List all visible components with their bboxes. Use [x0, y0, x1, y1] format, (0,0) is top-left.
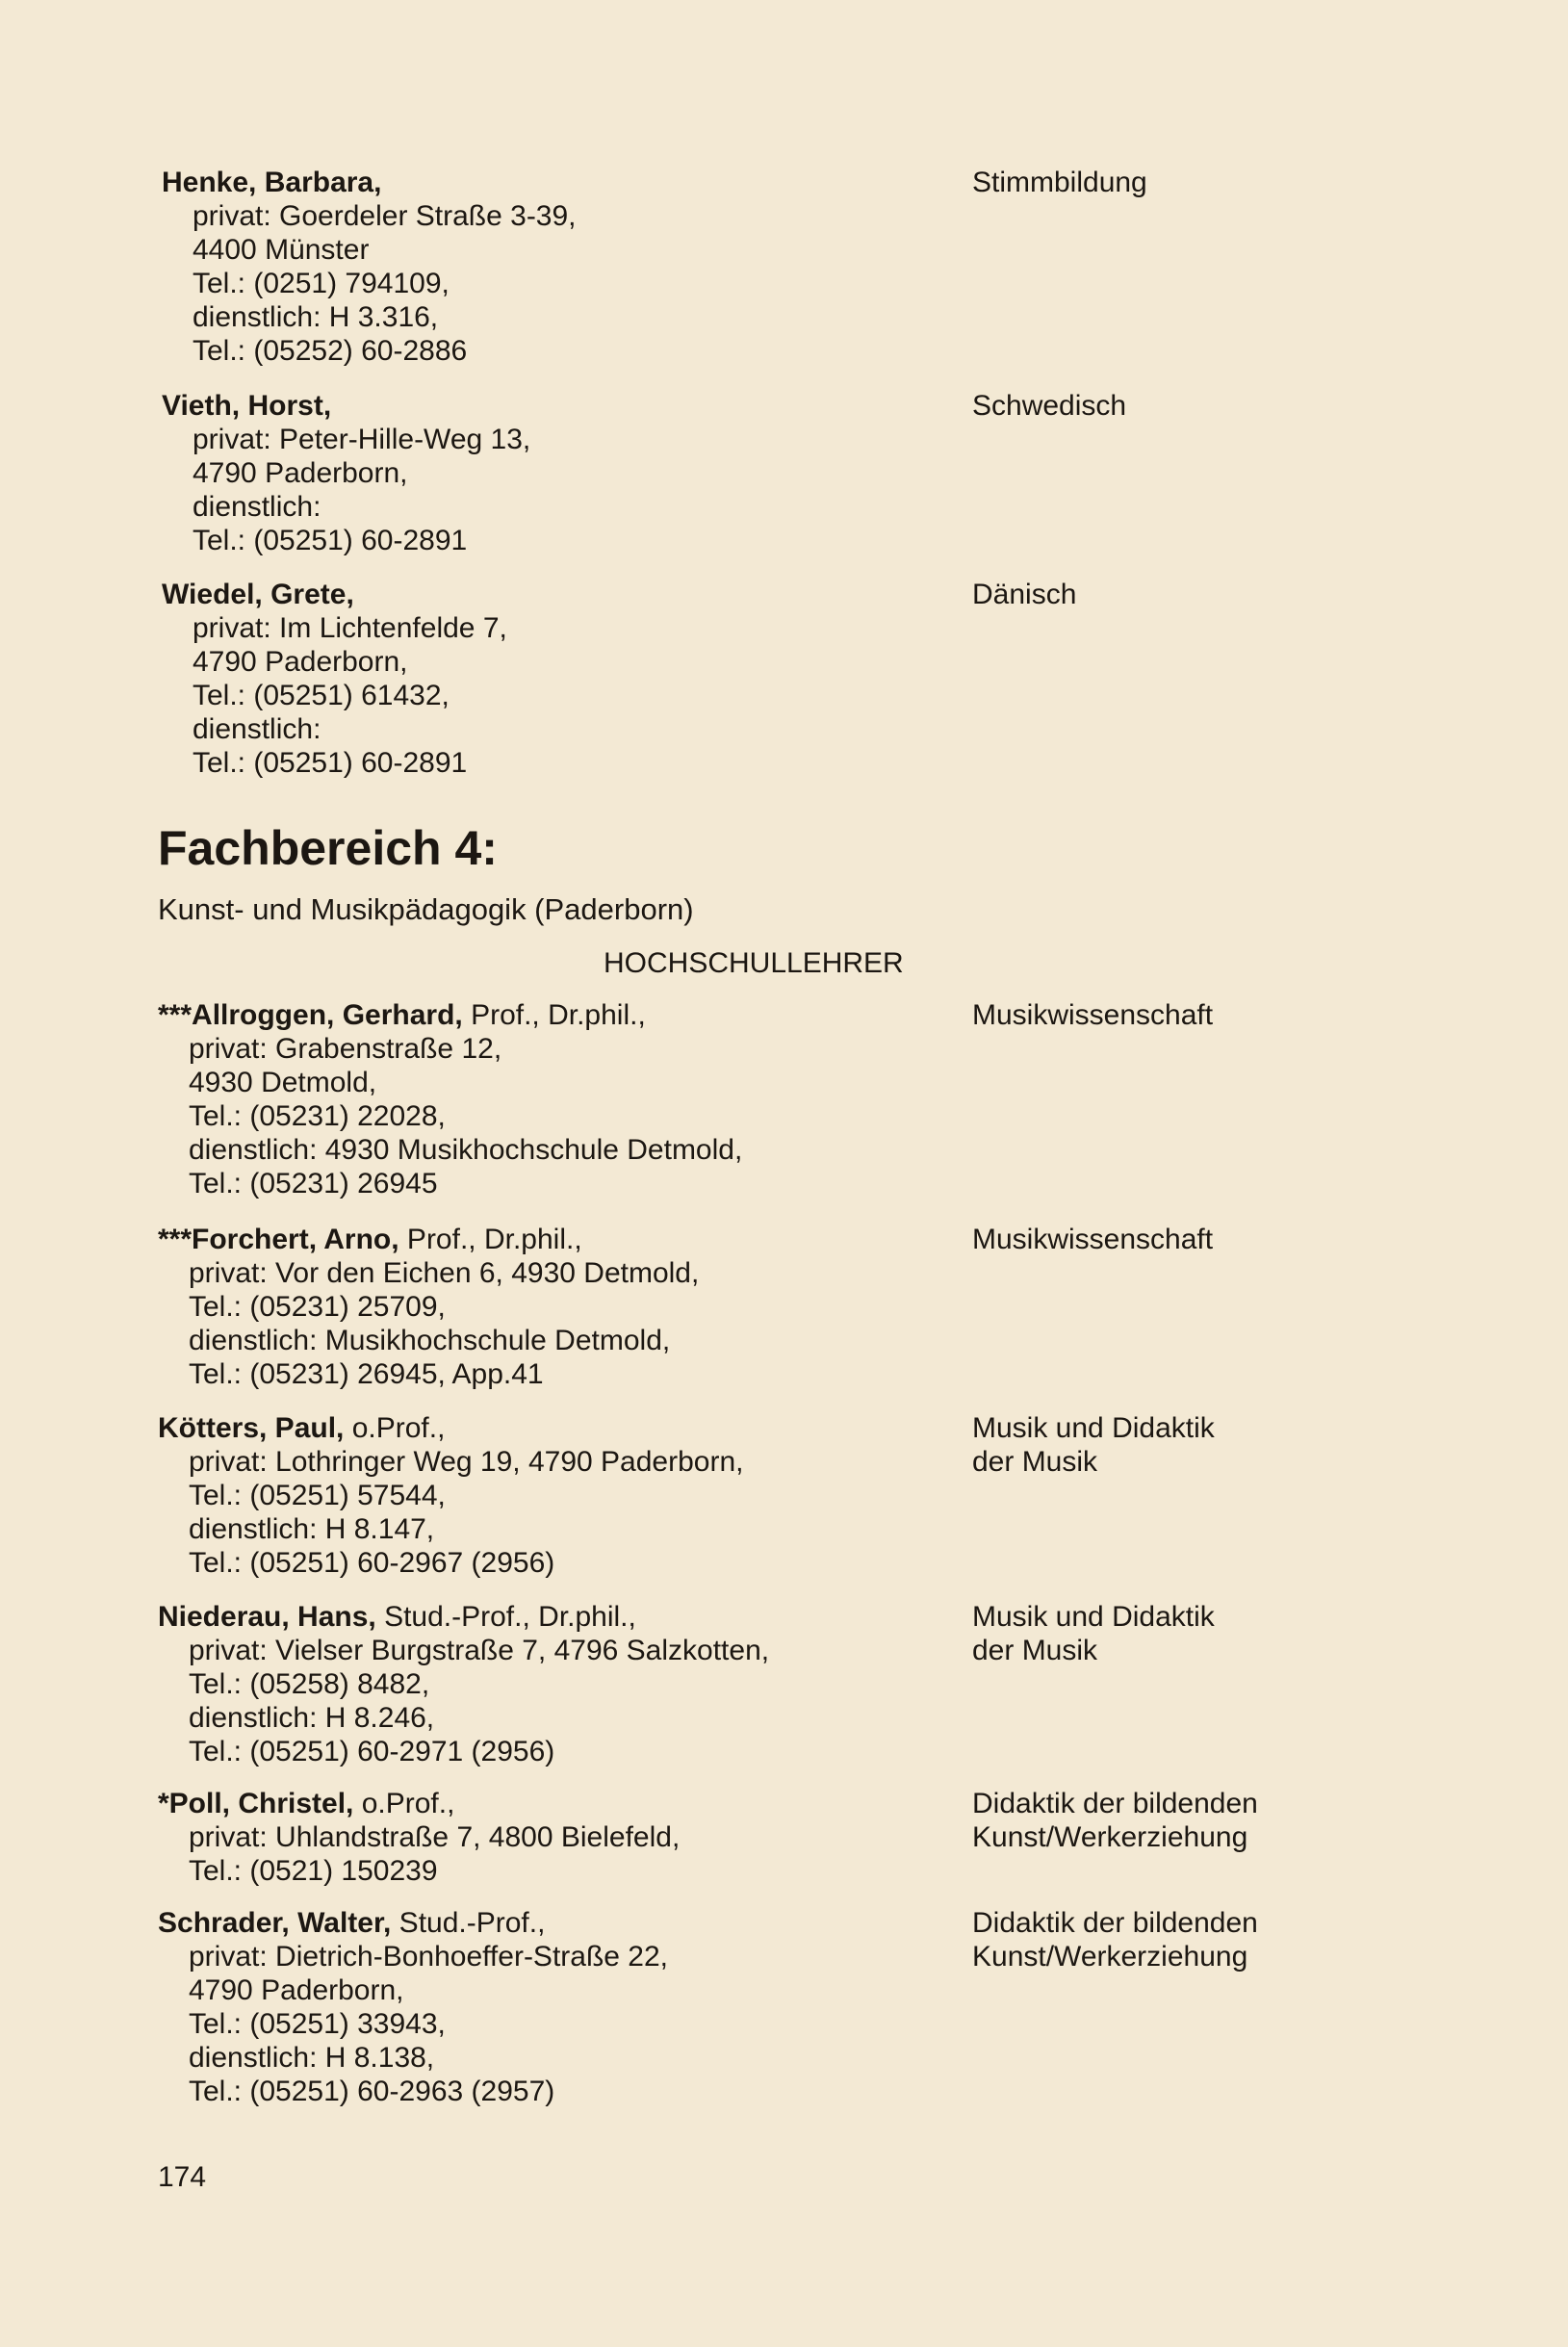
entry-address	[162, 389, 531, 557]
subject-line: Didaktik der bildenden	[972, 1788, 1258, 1819]
entry-name: Henke, Barbara,	[162, 167, 382, 198]
entry-subject	[972, 1906, 1258, 1973]
address-line: dienstlich: H 8.147,	[189, 1513, 435, 1545]
address-line: Tel.: (05252) 60-2886	[193, 335, 468, 367]
entry-subject	[972, 1787, 1258, 1854]
address-line: Tel.: (05251) 60-2967 (2956)	[189, 1547, 555, 1579]
entry-name: ***Forchert, Arno, Prof., Dr.phil.,	[158, 1224, 582, 1255]
entry-subject	[972, 998, 1213, 1032]
entry-name: Niederau, Hans, Stud.-Prof., Dr.phil.,	[158, 1601, 636, 1633]
address-line: Tel.: (05231) 26945, App.41	[189, 1358, 544, 1390]
subject-line: Musik und Didaktik	[972, 1601, 1215, 1633]
subject-line: der Musik	[972, 1446, 1098, 1478]
entry-address	[158, 1906, 669, 2108]
subject-line: Kunst/Werkerziehung	[972, 1941, 1248, 1973]
subject-line: Dänisch	[972, 579, 1077, 610]
address-line: 4790 Paderborn,	[193, 457, 408, 489]
section-subheading: Kunst- und Musikpädagogik (Paderborn)	[158, 892, 694, 926]
entry-subject	[972, 1600, 1215, 1667]
subject-line: Schwedisch	[972, 390, 1127, 422]
address-line: Tel.: (0521) 150239	[189, 1855, 438, 1887]
entry-address	[158, 1223, 700, 1391]
address-line: 4790 Paderborn,	[193, 646, 408, 678]
address-line: privat: Vor den Eichen 6, 4930 Detmold,	[189, 1257, 700, 1289]
entry-name: Vieth, Horst,	[162, 390, 332, 422]
address-line: dienstlich: H 3.316,	[193, 301, 439, 333]
subject-line: Musikwissenschaft	[972, 1224, 1214, 1255]
address-line: Tel.: (05231) 22028,	[189, 1100, 446, 1132]
address-line: privat: Lothringer Weg 19, 4790 Paderborn,	[189, 1446, 744, 1478]
subject-line: Musik und Didaktik	[972, 1412, 1215, 1444]
subject-line: Didaktik der bildenden	[972, 1907, 1258, 1939]
address-line: 4790 Paderborn,	[189, 1974, 404, 2006]
subject-line: Musikwissenschaft	[972, 999, 1214, 1031]
address-line: Tel.: (05251) 60-2891	[193, 747, 468, 779]
entry-name: Kötters, Paul, o.Prof.,	[158, 1412, 446, 1444]
address-line: dienstlich: H 8.246,	[189, 1702, 435, 1734]
address-line: Tel.: (05251) 33943,	[189, 2008, 446, 2040]
entry-address	[162, 166, 577, 368]
entry-subject	[972, 1223, 1213, 1256]
page-number: 174	[158, 2161, 207, 2193]
address-line: Tel.: (05231) 26945	[189, 1168, 438, 1199]
section-label: HOCHSCHULLEHRER	[604, 947, 904, 979]
address-line: Tel.: (05251) 60-2963 (2957)	[189, 2076, 555, 2107]
address-line: Tel.: (05251) 60-2891	[193, 525, 468, 556]
address-line: Tel.: (0251) 794109,	[193, 268, 450, 299]
address-line: privat: Peter-Hille-Weg 13,	[193, 424, 531, 455]
address-line: Tel.: (05258) 8482,	[189, 1668, 430, 1700]
entry-address	[158, 1600, 770, 1768]
address-line: privat: Uhlandstraße 7, 4800 Bielefeld,	[189, 1821, 681, 1853]
entry-address	[162, 578, 507, 780]
entry-name: Schrader, Walter, Stud.-Prof.,	[158, 1907, 546, 1939]
address-line: dienstlich:	[193, 713, 321, 745]
address-line: dienstlich: H 8.138,	[189, 2042, 435, 2074]
address-line: privat: Vielser Burgstraße 7, 4796 Salzkotten,	[189, 1635, 770, 1666]
address-line: privat: Grabenstraße 12,	[189, 1033, 502, 1065]
entry-subject	[972, 389, 1126, 423]
entry-subject	[972, 578, 1076, 611]
entry-name: ***Allroggen, Gerhard, Prof., Dr.phil.,	[158, 999, 646, 1031]
subject-line: der Musik	[972, 1635, 1098, 1666]
address-line: 4400 Münster	[193, 234, 370, 266]
address-line: dienstlich:	[193, 491, 321, 523]
section-heading: Fachbereich 4:	[158, 821, 498, 875]
address-line: 4930 Detmold,	[189, 1067, 377, 1098]
address-line: dienstlich: 4930 Musikhochschule Detmold,	[189, 1134, 743, 1166]
subject-line: Stimmbildung	[972, 167, 1147, 198]
address-line: Tel.: (05251) 57544,	[189, 1480, 446, 1511]
entry-address	[158, 998, 743, 1200]
entry-name: Wiedel, Grete,	[162, 579, 354, 610]
address-line: Tel.: (05251) 61432,	[193, 680, 450, 711]
subject-line: Kunst/Werkerziehung	[972, 1821, 1248, 1853]
address-line: privat: Im Lichtenfelde 7,	[193, 612, 507, 644]
entry-subject	[972, 166, 1147, 199]
address-line: privat: Goerdeler Straße 3-39,	[193, 200, 577, 232]
entry-address	[158, 1411, 744, 1580]
address-line: Tel.: (05251) 60-2971 (2956)	[189, 1736, 555, 1767]
entry-name: *Poll, Christel, o.Prof.,	[158, 1788, 455, 1819]
address-line: dienstlich: Musikhochschule Detmold,	[189, 1325, 671, 1356]
entry-address	[158, 1787, 681, 1888]
entry-subject	[972, 1411, 1215, 1479]
address-line: privat: Dietrich-Bonhoeffer-Straße 22,	[189, 1941, 669, 1973]
address-line: Tel.: (05231) 25709,	[189, 1291, 446, 1323]
